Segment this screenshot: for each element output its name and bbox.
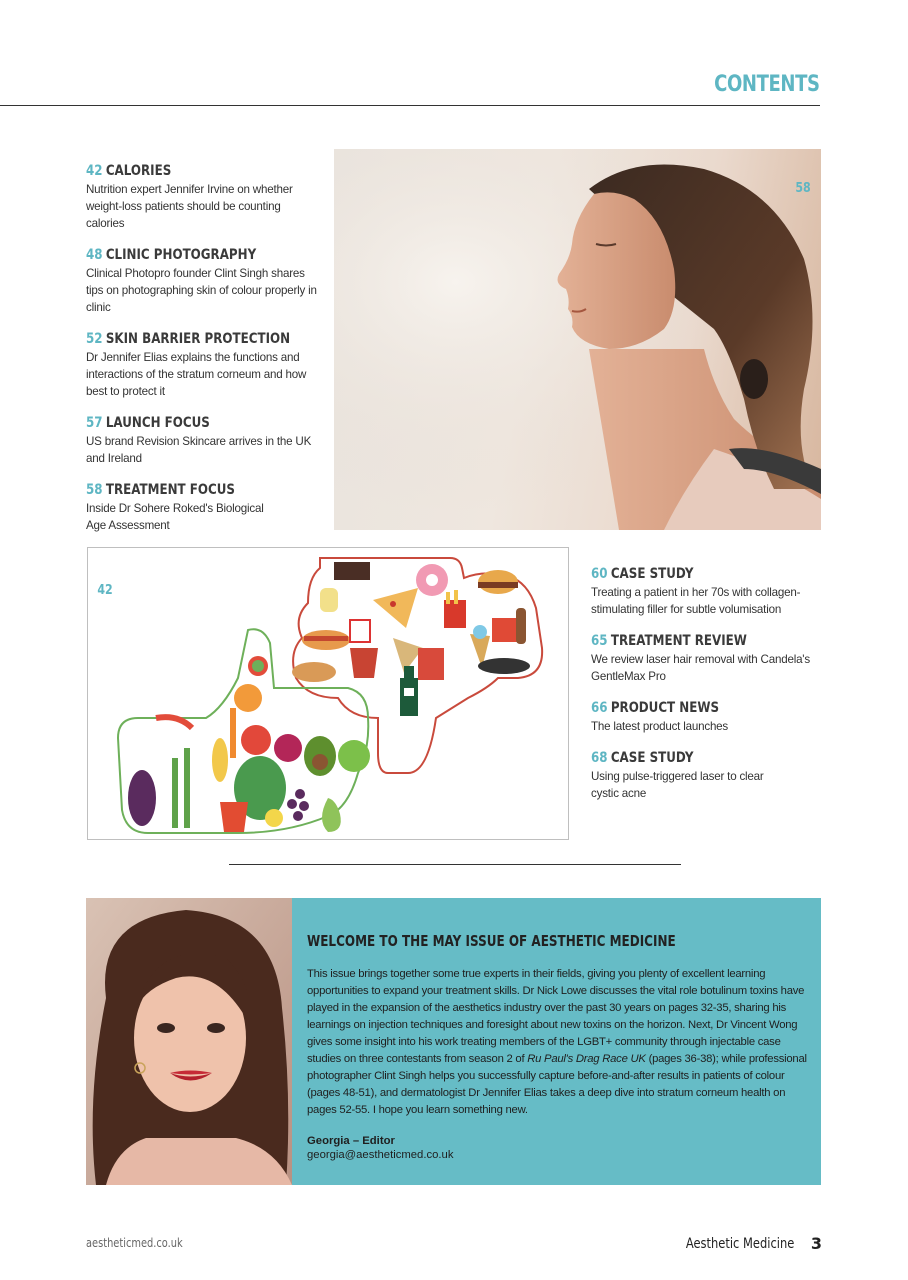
section-divider [229, 864, 681, 865]
entry-description: Clinical Photopro founder Clint Singh shares tips on photographing skin of colour properly in clinic [86, 267, 317, 314]
editor-welcome-box [86, 898, 821, 1185]
entry-description: Treating a patient in her 70s with collagen-stimulating filler for subtle volumisation [591, 586, 801, 616]
entry-page-number: 66 [591, 700, 608, 716]
entry-description: US brand Revision Skincare arrives in the UK and Ireland [86, 435, 312, 465]
editor-signature-name: Georgia – Editor [307, 1135, 395, 1147]
editor-portrait-photo [86, 898, 292, 1185]
entry-description: Nutrition expert Jennifer Irvine on whether weight-loss patients should be counting calories [86, 183, 293, 230]
entry-title: CASE STUDY [610, 566, 694, 582]
contents-entry-clinic-photography[interactable] [86, 247, 321, 316]
entry-title: CLINIC PHOTOGRAPHY [105, 247, 257, 263]
entry-page-number: 48 [86, 247, 103, 263]
contents-entry-treatment-focus[interactable] [86, 482, 321, 534]
entry-title: CALORIES [105, 163, 172, 179]
entry-page-number: 52 [86, 331, 103, 347]
contents-entry-skin-barrier[interactable] [86, 331, 321, 400]
welcome-body [307, 966, 812, 1119]
entry-description: Using pulse-triggered laser to clear cystic acne [591, 770, 764, 800]
contents-entry-product-news[interactable] [591, 700, 819, 735]
footer-website-url[interactable]: aestheticmed.co.uk [86, 1236, 183, 1250]
welcome-title: WELCOME TO THE MAY ISSUE OF AESTHETIC MEDICINE [307, 932, 676, 950]
editor-email-link[interactable]: georgia@aestheticmed.co.uk [307, 1149, 454, 1161]
woman-profile-illustration [334, 149, 821, 530]
footer-publication-name: Aesthetic Medicine [685, 1236, 794, 1252]
entry-page-number: 42 [86, 163, 103, 179]
entry-description: The latest product launches [591, 720, 729, 733]
page-title: CONTENTS [714, 72, 820, 97]
contents-entry-launch-focus[interactable] [86, 415, 321, 467]
entry-title: SKIN BARRIER PROTECTION [105, 331, 291, 347]
show-title-italic: Ru Paul's Drag Race UK [527, 1053, 646, 1065]
welcome-body-part-1: This issue brings together some true experts in their fields, giving you plenty of excellent learning opportunities to expand your treatment skills. Dr Nick Lowe discusses the vital role botulinum toxins have played in the expansion of the aesthetics industry over the past 30 years on pages 32-35, sharing his learnings on injection techniques and foresight about new toxins on the horizon. Next, Dr Vincent Wong gives some insight into his work treating members of the LGBT+ community through injectable case studies on three contestants from season 2 of [307, 968, 805, 1065]
contents-entry-case-study-68[interactable] [591, 750, 781, 802]
entry-title: TREATMENT FOCUS [105, 482, 235, 498]
woman-profile-photo [334, 149, 821, 530]
entry-page-number: 58 [86, 482, 103, 498]
entry-title: LAUNCH FOCUS [105, 415, 210, 431]
header-divider [0, 105, 820, 106]
entry-page-number: 57 [86, 415, 103, 431]
welcome-text [307, 932, 812, 1164]
editor-portrait-illustration [86, 898, 292, 1185]
entry-page-number: 68 [591, 750, 608, 766]
entry-description: Dr Jennifer Elias explains the functions and interactions of the stratum corneum and how best to protect it [86, 351, 307, 398]
entry-page-number: 60 [591, 566, 608, 582]
entry-title: PRODUCT NEWS [610, 700, 720, 716]
footer-page-number: 3 [810, 1234, 822, 1253]
entry-description: We review laser hair removal with Candela's GentleMax Pro [591, 653, 810, 683]
food-thumbs-illustration [88, 548, 569, 840]
food-thumbs-illustration-box [87, 547, 569, 840]
contents-entry-treatment-review[interactable] [591, 633, 819, 685]
entry-description: Inside Dr Sohere Roked's Biological Age Assessment [86, 502, 264, 532]
entry-page-number: 65 [591, 633, 608, 649]
entry-title: CASE STUDY [610, 750, 694, 766]
entry-title: TREATMENT REVIEW [610, 633, 747, 649]
contents-entry-calories[interactable] [86, 163, 321, 232]
illustration-page-reference: 42 [97, 583, 113, 598]
photo-page-reference: 58 [795, 181, 811, 196]
welcome-body-part-2: (pages 36-38); while professional photographer Clint Singh helps you successfully capture before-and-after results in patients of colour (pages 48-51), and dermatologist Dr Jennifer Elias takes a deep dive into stratum corneum health on pages 52-55. I hope you learn something new. [307, 1053, 807, 1116]
contents-entry-case-study-60[interactable] [591, 566, 819, 618]
